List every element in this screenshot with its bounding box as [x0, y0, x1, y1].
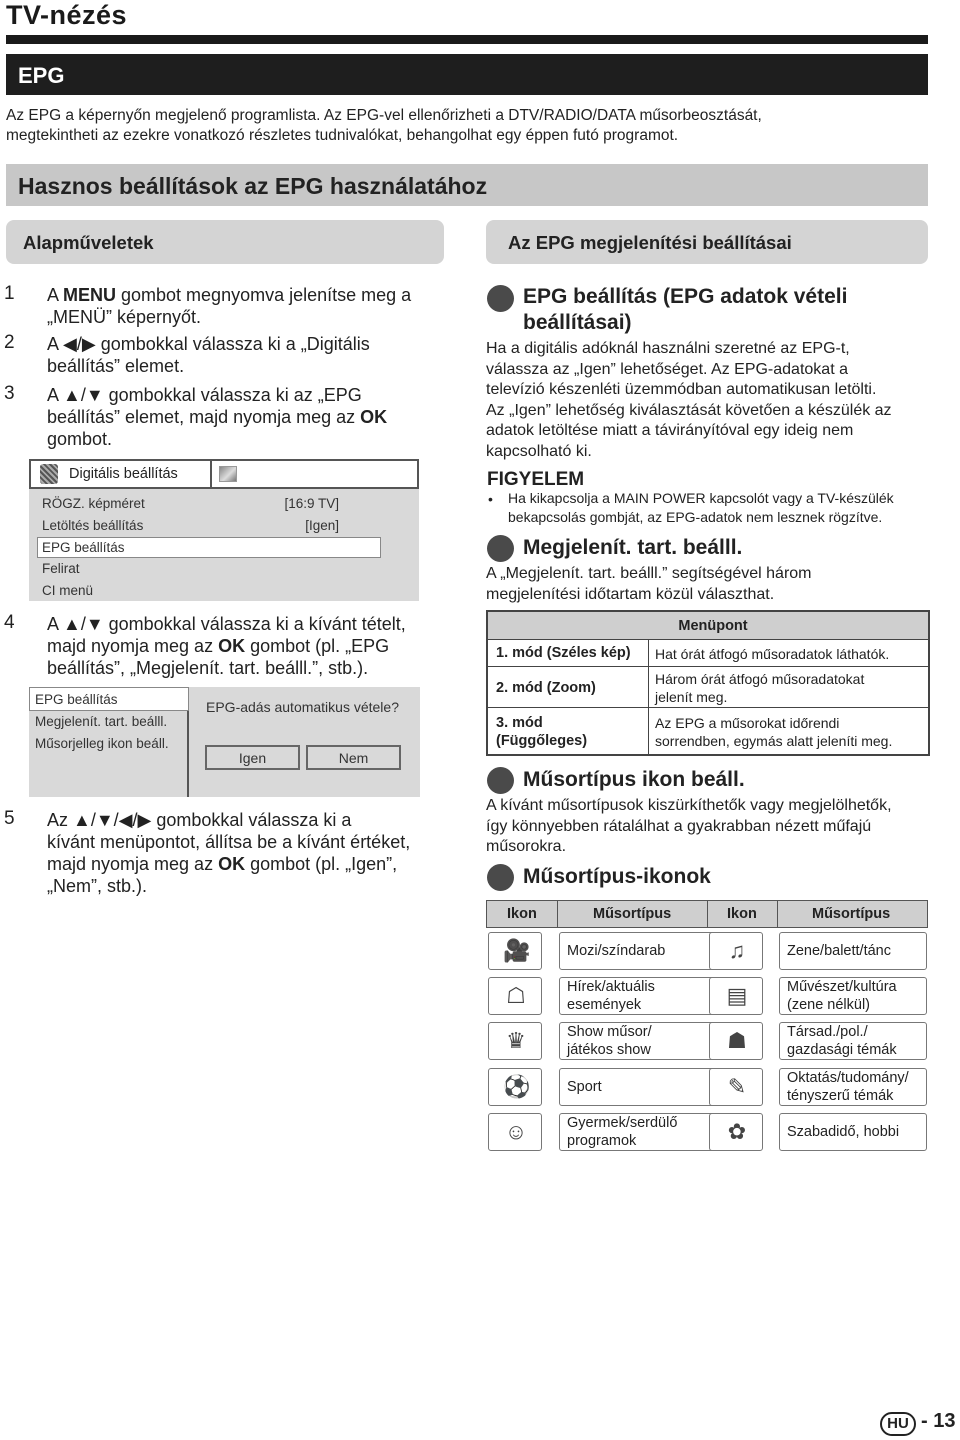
step-1: A MENU gombot megnyomva jelenítse meg a „MENÜ” képernyőt.: [47, 285, 412, 327]
menu-item-ci-menu[interactable]: CI menü: [42, 583, 94, 598]
settings-icon: [40, 464, 58, 484]
bullet-icon: •: [488, 491, 493, 507]
social-icon: [709, 1022, 763, 1060]
display-duration-text: A „Megjelenít. tart. beálll.” segítségével három megjelenítési időtartam közül választhat.: [486, 565, 812, 603]
news-icon: ☖: [506, 983, 526, 1008]
note-text: Ha kikapcsolja a MAIN POWER kapcsolót vagy a TV-készülék bekapcsolás gombját, az EPG-adatok nem lesznek rögzítve.: [508, 490, 894, 525]
menu-item-download-setting[interactable]: Letöltés beállítás: [42, 518, 144, 533]
basic-operations-heading: Alapműveletek: [6, 220, 444, 264]
show-icon: [488, 1022, 542, 1060]
menu-item-subtitle[interactable]: Felirat: [42, 561, 80, 576]
mode-label: 1. mód (Széles kép): [496, 645, 631, 661]
step-number: 5: [4, 808, 15, 829]
movie-icon: 🎥: [503, 938, 531, 963]
sport-icon: [488, 1068, 542, 1106]
menu-item-epg-setting[interactable]: EPG beállítás: [42, 540, 125, 555]
menu-item-display-duration[interactable]: Megjelenít. tart. beálll.: [35, 714, 168, 729]
mode-table-header: Menüpont: [488, 612, 928, 640]
genre-label: Hírek/aktuális események: [559, 977, 715, 1015]
mode-description: Az EPG a műsorokat időrendi sorrendben, egymás alatt jeleníti meg.: [655, 715, 893, 749]
step-4: A ▲/▼ gombokkal válassza ki a kívánt tételt, majd nyomja meg az OK gombot (pl. „EPG beállítás”, „Megjelenít. tart. beálll.”, stb.).: [47, 614, 406, 678]
genre-label: Sport: [559, 1068, 715, 1106]
digital-settings-menu: [29, 459, 419, 601]
music-icon: [709, 932, 763, 970]
step-number: 1: [4, 283, 15, 304]
step-3: A ▲/▼ gombokkal válassza ki az „EPG beállítás” elemet, majd nyomja meg az OK gombot.: [47, 385, 388, 449]
genre-label: Oktatás/tudomány/ tényszerű témák: [779, 1068, 927, 1106]
epg-setting-text: Ha a digitális adóknál használni szeretné az EPG-t, válassza az „Igen” lehetőséget. Az EPG-adatokat a televízió készenléti üzemmódban automatikusan letölti. Az „Igen” lehetőség kiválasztását követően a készülék az adatok letöltése miatt a távirányítóval egy ideig nem kapcsolható ki.: [486, 340, 892, 460]
show-icon: ♛: [506, 1028, 526, 1053]
section-bullet-icon: [487, 535, 514, 562]
genre-label: Zene/balett/tánc: [779, 932, 927, 970]
note-title: FIGYELEM: [487, 469, 585, 490]
intro-line: Az EPG a képernyőn megjelenő programlista. Az EPG-vel ellenőrizheti a DTV/RADIO/DATA műsorbeosztását,: [6, 107, 762, 124]
epg-display-settings-heading: Az EPG megjelenítési beállításai: [486, 220, 928, 264]
intro-text: [6, 106, 928, 146]
genre-label: Gyermek/serdülő programok: [559, 1113, 715, 1151]
news-icon: [488, 977, 542, 1015]
music-icon: ♫: [728, 938, 746, 963]
title-rule: [6, 35, 928, 44]
epg-question: EPG-adás automatikus vétele?: [206, 699, 399, 715]
section-header: EPG: [6, 54, 928, 95]
genre-label: Szabadidő, hobbi: [779, 1113, 927, 1151]
step-2: A ◀/▶ gombokkal válassza ki a „Digitális beállítás” elemet.: [47, 334, 370, 376]
mode-label: 3. mód (Függőleges): [496, 715, 588, 749]
arts-icon: ▤: [726, 983, 748, 1008]
page-number: - 13: [921, 1410, 956, 1432]
col-icon: Ikon: [727, 906, 757, 922]
education-icon: ✎: [727, 1074, 747, 1099]
no-button[interactable]: Nem: [306, 745, 401, 770]
menu-tabs: [29, 459, 419, 489]
genre-table-header: [486, 900, 928, 928]
step-number: 3: [4, 383, 15, 404]
genre-label: Mozi/színdarab: [559, 932, 715, 970]
leisure-icon: ✿: [727, 1119, 747, 1144]
children-icon: [488, 1113, 542, 1151]
arts-icon: [709, 977, 763, 1015]
step-5: Az ▲/▼/◀/▶ gombokkal válassza ki a kívánt menüpontot, állítsa be a kívánt értéket, majd nyomja meg az OK gombot (pl. „Igen”, „Nem”, stb.).: [47, 810, 411, 896]
children-icon: ☺: [504, 1119, 528, 1144]
picture-icon[interactable]: [219, 466, 237, 482]
tab-label: Digitális beállítás: [69, 466, 178, 482]
genre-icon-setting-text: A kívánt műsortípusok kiszürkíthetők vagy megjelölhetők, így könnyebben rátalálhat a gyakrabban nézett műfajú műsorokra.: [486, 797, 892, 855]
col-icon: Ikon: [507, 906, 537, 922]
tab-digital-settings[interactable]: [31, 461, 212, 487]
section-bullet-icon: [487, 767, 514, 794]
mode-description: Hat órát átfogó műsoradatok láthatók.: [655, 646, 890, 662]
menu-item-value: [16:9 TV]: [284, 496, 339, 511]
menu-item-genre-icon[interactable]: Műsorjelleg ikon beáll.: [35, 736, 169, 751]
intro-line: megtekintheti az ezekre vonatkozó részletes tudnivalókat, behangolhat egy éppen futó programot.: [6, 127, 679, 144]
menu-item-record-size[interactable]: RÖGZ. képméret: [42, 496, 145, 511]
genre-icons-heading: Műsortípus-ikonok: [523, 865, 711, 888]
social-icon: ☗: [727, 1028, 747, 1053]
subsection-header: Hasznos beállítások az EPG használatához: [6, 164, 928, 206]
epg-setting-heading: EPG beállítás (EPG adatok vételi beállításai): [523, 285, 848, 334]
epg-settings-list: [29, 687, 189, 797]
genre-icon-setting-heading: Műsortípus ikon beáll.: [523, 768, 745, 791]
genre-label: Show műsor/ játékos show: [559, 1022, 715, 1060]
step-number: 4: [4, 612, 15, 633]
menu-item-epg-setting[interactable]: EPG beállítás: [35, 692, 118, 707]
mode-description: Három órát átfogó műsoradatokat jelenít meg.: [655, 671, 865, 705]
mode-table: [486, 610, 930, 756]
col-genre: Műsortípus: [812, 906, 891, 922]
language-badge: HU: [880, 1412, 916, 1436]
mode-label: 2. mód (Zoom): [496, 680, 596, 696]
section-bullet-icon: [487, 285, 514, 312]
menu-item-value: [Igen]: [305, 518, 339, 533]
col-genre: Műsortípus: [593, 906, 672, 922]
movie-icon: [488, 932, 542, 970]
genre-label: Társad./pol./ gazdasági témák: [779, 1022, 927, 1060]
leisure-icon: [709, 1113, 763, 1151]
genre-label: Művészet/kultúra (zene nélkül): [779, 977, 927, 1015]
step-number: 2: [4, 332, 15, 353]
section-bullet-icon: [487, 864, 514, 891]
sport-icon: ⚽: [503, 1074, 531, 1099]
education-icon: [709, 1068, 763, 1106]
display-duration-heading: Megjelenít. tart. beálll.: [523, 536, 743, 559]
yes-button[interactable]: Igen: [205, 745, 300, 770]
epg-settings-menu: [29, 687, 420, 797]
page-title: TV-nézés: [6, 0, 128, 30]
